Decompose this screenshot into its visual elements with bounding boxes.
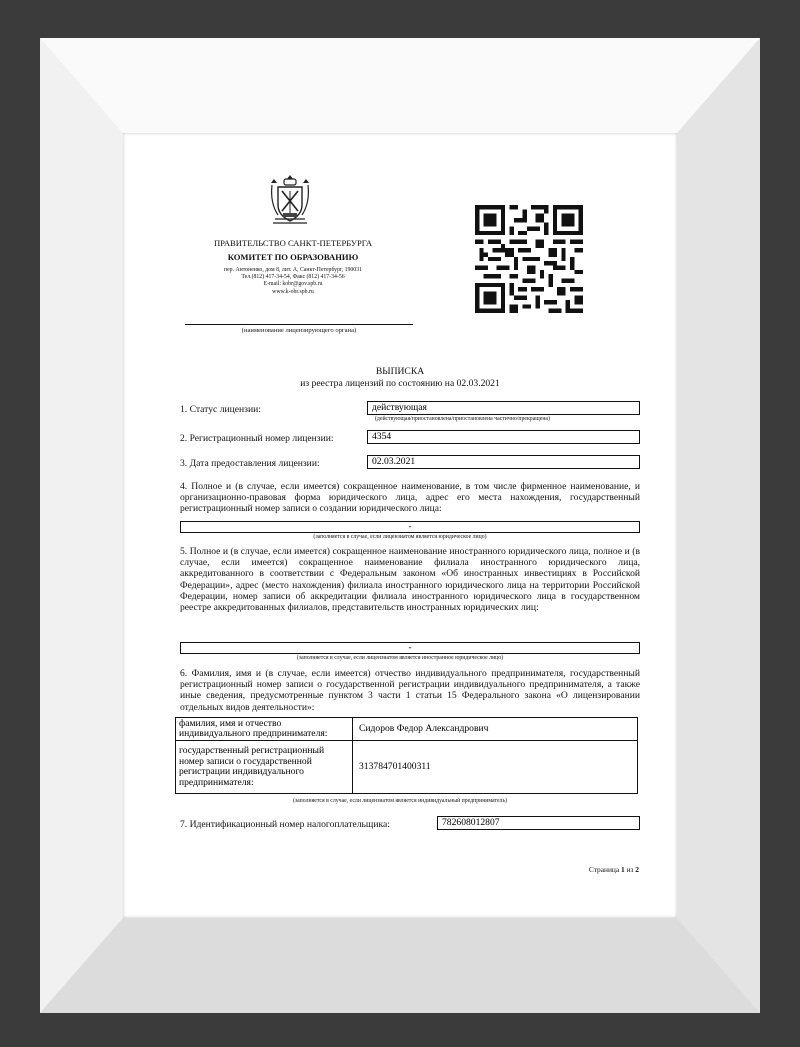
status-value: действующая	[367, 401, 640, 415]
date-value: 02.03.2021	[367, 455, 640, 469]
license-document	[123, 133, 677, 918]
qr-code-icon	[475, 205, 583, 313]
coat-of-arms-icon	[269, 173, 311, 227]
section4-hint: (заполняется в случае, если лицензиатом является юридическое лицо)	[313, 534, 487, 540]
page-prefix: Страница	[588, 865, 620, 874]
document-title: ВЫПИСКА	[375, 366, 425, 377]
page-mid: из	[626, 865, 634, 874]
date-label: 3. Дата предоставления лицензии:	[180, 458, 320, 469]
section4-text: 4. Полное и (в случае, если имеется) сокращенное наименование, в том числе фирменное наименование, и организационно-правовая форма юридического лица, адрес его места нахождения, государственный регистрационный номер записи о создании юридического лица:	[180, 481, 640, 515]
mat-bevel-right	[677, 38, 760, 1013]
entrepreneur-regnum-value: 313784701400311	[353, 741, 638, 794]
section6-text: 6. Фамилия, имя и (в случае, если имеется) отчество индивидуального предпринимателя, государственный регистрационный номер записи о государственной регистрации индивидуального предпринимателя, а также иные сведения, предусмотренные пунктом 3 части 1 статьи 15 Федерального закона «О лицензировании отдельных видов деятельности»:	[180, 668, 640, 713]
regnum-value: 4354	[367, 430, 640, 444]
entrepreneur-table	[175, 717, 638, 794]
entrepreneur-name-label: фамилия, имя и отчество индивидуального предпринимателя:	[176, 718, 353, 741]
entrepreneur-regnum-label: государственный регистрационный номер записи о государственной регистрации индивидуального предпринимателя:	[176, 741, 353, 794]
website-line: www.k-obr.spb.ru	[272, 288, 314, 295]
status-hint: (действующая/приостановлена/приостановлена частично/прекращена)	[375, 416, 550, 422]
section5-text: 5. Полное и (в случае, если имеется) сокращенное наименование иностранного юридического лица, полное и (в случае, если имеется) сокращенное наименование филиала иностранного юридического лица, аккредитованного в соответствии с Федеральным законом «Об иностранных инвестициях в Российской Федерации», адрес (место нахождения) филиала иностранного юридического лица на территории Российской Федерации, номер записи об аккредитации филиала иностранного юридического лица в государственном реестре аккредитованных филиалов, представительств иностранных юридических лиц:	[180, 546, 640, 614]
government-name: ПРАВИТЕЛЬСТВО САНКТ-ПЕТЕРБУРГА	[213, 238, 373, 248]
table-row	[176, 718, 638, 741]
page-current: 1	[621, 865, 625, 874]
page-number	[543, 865, 639, 874]
document-subtitle: из реестра лицензий по состоянию на 02.03.2021	[300, 378, 500, 389]
signature-line	[185, 324, 413, 325]
status-label: 1. Статус лицензии:	[180, 404, 261, 415]
mat-bevel-bottom	[40, 918, 760, 1013]
page-total: 2	[635, 865, 639, 874]
table-row	[176, 741, 638, 794]
committee-name: КОМИТЕТ ПО ОБРАЗОВАНИЮ	[227, 252, 359, 262]
inn-value: 782608012807	[437, 816, 640, 830]
section6-hint: (заполняется в случае, если лицензиатом является индивидуальный предприниматель)	[292, 798, 508, 804]
licensing-authority-caption: (наименование лицензирующего органа)	[241, 327, 357, 334]
committee-contacts	[193, 267, 393, 296]
email-line: E-mail: kobr@gov.spb.ru	[263, 281, 323, 288]
section5-hint: (заполняется в случае, если лицензиатом является иностранное юридическое лицо)	[296, 655, 504, 661]
mat-bevel-left	[40, 38, 123, 1013]
mat-bevel-top	[40, 38, 760, 133]
section4-value: -	[180, 521, 640, 533]
phone-line: Тел.(812) 417-34-54, Факс (812) 417-34-56	[241, 274, 345, 281]
regnum-label: 2. Регистрационный номер лицензии:	[180, 433, 334, 444]
section5-value: -	[180, 642, 640, 654]
address-line: пер. Антоненко, дом 8, лит. А, Санкт-Петербург, 190031	[224, 267, 362, 273]
entrepreneur-name-value: Сидоров Федор Александрович	[353, 718, 638, 741]
inn-label: 7. Идентификационный номер налогоплательщика:	[180, 819, 390, 830]
